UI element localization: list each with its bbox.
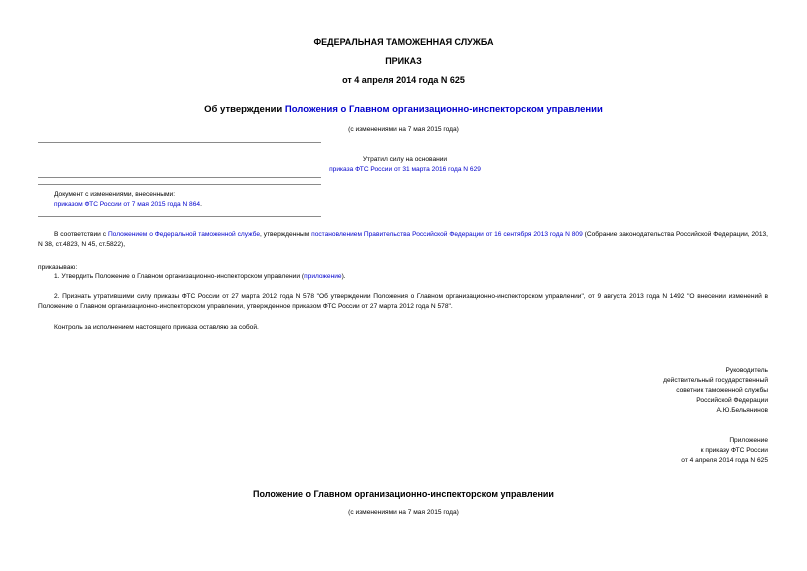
changes-note-line: Документ с изменениями, внесенными:	[54, 191, 176, 198]
signature-line: советник таможенной службы	[676, 387, 768, 394]
preamble-text: В соответствии с	[54, 231, 108, 238]
resolution-link[interactable]: постановлением Правительства Российской Федерации от 16 сентября 2013 года N 809	[311, 231, 583, 238]
signature-line: Руководитель	[725, 367, 768, 374]
order-word: приказываю:	[38, 264, 78, 271]
appendix-header	[520, 436, 768, 466]
doc-title-prefix: Об утверждении	[204, 104, 285, 115]
changes-note-link[interactable]: приказом ФТС России от 7 мая 2015 года N 864	[54, 201, 201, 208]
doc-amendments: (с изменениями на 7 мая 2015 года)	[348, 126, 459, 133]
expired-note	[320, 155, 490, 175]
doc-title-link[interactable]: Положения о Главном организационно-инспекторском управлении	[284, 104, 603, 115]
signature-line: Российской Федерации	[696, 397, 768, 404]
changes-note-tail: .	[200, 201, 202, 208]
regulation-link[interactable]: Положением о Федеральной таможенной службе	[107, 231, 260, 238]
order-item-2: 2. Признать утратившими силу приказы ФТС России от 27 марта 2012 года N 578 "Об утверждении Положения о Главном организационно-инспекторском управлении", от 9 августа 2013 года N 1492 "О внесении изменений в Положение о Главном организационно-инспекторском управлении, утвержденное приказом ФТС России от 27 марта 2012 года N 578".	[38, 293, 768, 310]
doc-date-number: от 4 апреля 2014 года N 625	[342, 75, 465, 85]
divider	[38, 177, 321, 178]
agency-heading: ФЕДЕРАЛЬНАЯ ТАМОЖЕННАЯ СЛУЖБА	[313, 37, 494, 47]
divider	[38, 184, 321, 185]
control-paragraph: Контроль за исполнением настоящего приказа оставляю за собой.	[54, 324, 259, 331]
expired-line: Утратил силу на основании	[362, 156, 448, 163]
preamble-paragraph	[38, 230, 768, 250]
preamble-text: , утвержденным	[259, 231, 312, 238]
divider	[38, 142, 321, 143]
order-item-1	[54, 272, 768, 282]
appendix-link[interactable]: приложение	[304, 273, 342, 280]
order-item-text: 1. Утвердить Положение о Главном организационно-инспекторском управлении (	[54, 273, 305, 280]
divider	[38, 216, 321, 217]
appendix-line: Приложение	[729, 437, 768, 444]
signature-line: действительный государственный	[663, 377, 768, 384]
changes-note	[54, 190, 324, 210]
signature-block	[520, 366, 768, 416]
appendix-title: Положение о Главном организационно-инспекторском управлении	[253, 489, 554, 499]
appendix-amendments: (с изменениями на 7 мая 2015 года)	[348, 509, 459, 516]
expired-link[interactable]: приказа ФТС России от 31 марта 2016 года N 629	[329, 166, 481, 173]
doc-title	[0, 104, 807, 115]
doc-type-heading: ПРИКАЗ	[385, 56, 422, 66]
order-item-text: ).	[341, 273, 346, 280]
appendix-line: от 4 апреля 2014 года N 625	[681, 457, 768, 464]
preamble-text: (Собрание законодательства Российской Федерации, 2013, N 38, ст.4823, N 45, ст.5822),	[38, 231, 769, 248]
appendix-line: к приказу ФТС России	[700, 447, 768, 454]
signature-line: А.Ю.Бельянинов	[716, 407, 768, 414]
